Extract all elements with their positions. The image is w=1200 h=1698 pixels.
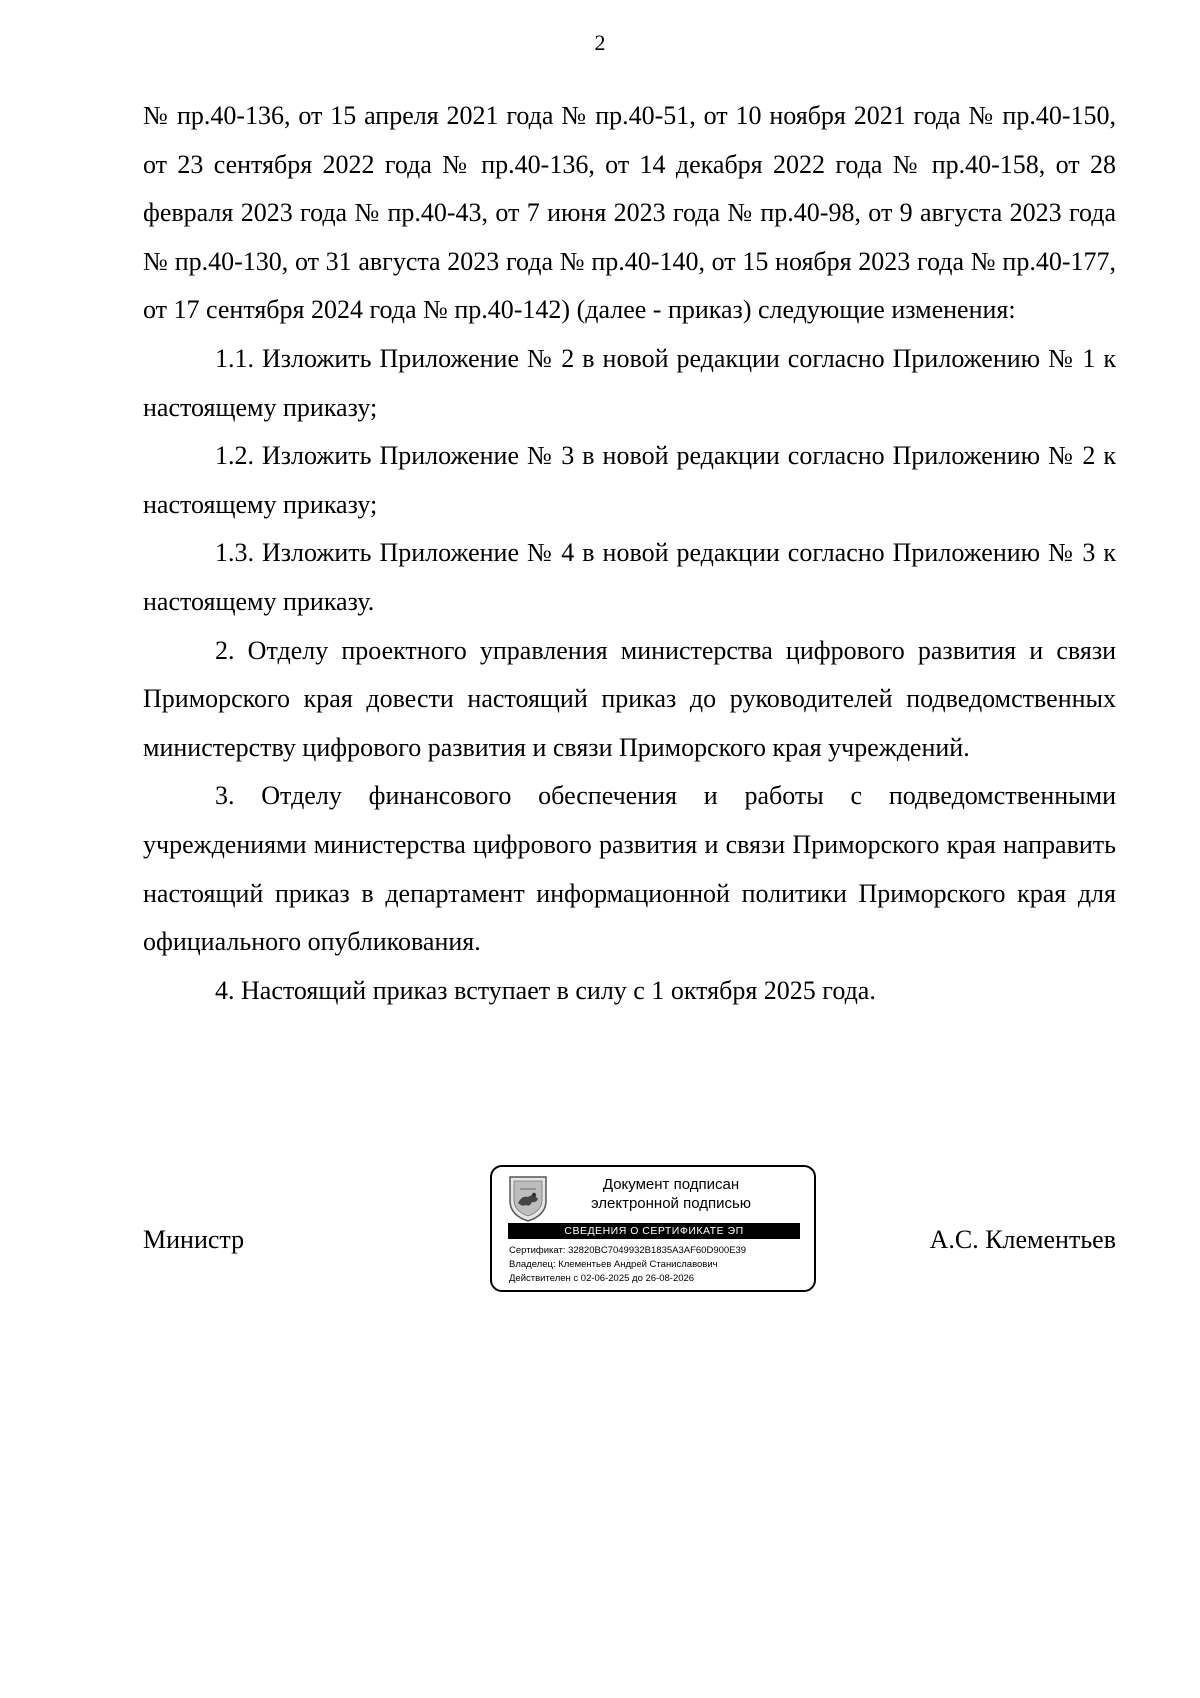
paragraph-4: 4. Настоящий приказ вступает в силу с 1 октября 2025 года. bbox=[215, 975, 876, 1005]
document-body bbox=[143, 92, 1116, 1015]
certificate-owner: Владелец: Клементьев Андрей Станиславович bbox=[509, 1259, 718, 1270]
coat-of-arms-icon bbox=[506, 1173, 550, 1223]
page-number: 2 bbox=[594, 30, 606, 55]
paragraph-1-3: 1.3. Изложить Приложение № 4 в новой редакции согласно Приложению № 3 к настоящему приказу. bbox=[143, 538, 1116, 616]
paragraph-1-2: 1.2. Изложить Приложение № 3 в новой редакции согласно Приложению № 2 к настоящему приказу; bbox=[143, 441, 1116, 519]
certificate-validity: Действителен с 02-06-2025 до 26-08-2026 bbox=[509, 1273, 695, 1284]
stamp-title bbox=[556, 1175, 786, 1213]
signer-name: А.С. Клементьев bbox=[929, 1225, 1116, 1254]
paragraph-2: 2. Отделу проектного управления министерства цифрового развития и связи Приморского края довести настоящий приказ до руководителей подведомственных министерству цифрового развития и связи Приморского края учреждений. bbox=[143, 635, 1116, 762]
signature-block bbox=[143, 1165, 1116, 1295]
signer-position: Министр bbox=[143, 1225, 245, 1254]
stamp-title-line-1: Документ подписан bbox=[602, 1176, 740, 1193]
stamp-title-line-2: электронной подписью bbox=[590, 1195, 752, 1212]
paragraph-1-1: 1.1. Изложить Приложение № 2 в новой редакции согласно Приложению № 1 к настоящему приказу; bbox=[143, 343, 1116, 422]
certificate-details bbox=[509, 1244, 809, 1286]
electronic-signature-stamp bbox=[490, 1165, 816, 1292]
paragraph-amended-orders: № пр.40-136, от 15 апреля 2021 года № пр.40-51, от 10 ноября 2021 года № пр.40-150, от 23 сентября 2022 года № пр.40-136, от 14 декабря 2022 года № пр.40-158, от 28 февраля 2023 года № пр.40-43, от 7 июня 2023 года № пр.40-98, от 9 августа 2023 года № пр.40-130, от 31 августа 2023 года № пр.40-140, от 15 ноября 2023 года № пр.40-177, от 17 сентября 2024 года № пр.40-142) (далее - приказ) следующие изменения: bbox=[143, 101, 1116, 325]
certificate-info-header: СВЕДЕНИЯ О СЕРТИФИКАТЕ ЭП bbox=[508, 1223, 800, 1239]
certificate-serial: Сертификат: 32820BC7049932B1835A3AF60D900E39 bbox=[509, 1245, 747, 1256]
paragraph-3: 3. Отделу финансового обеспечения и работы с подведомственными учреждениями министерства цифрового развития и связи Приморского края направить настоящий приказ в департамент информационной политики Приморского края для официального опубликования. bbox=[143, 781, 1116, 957]
